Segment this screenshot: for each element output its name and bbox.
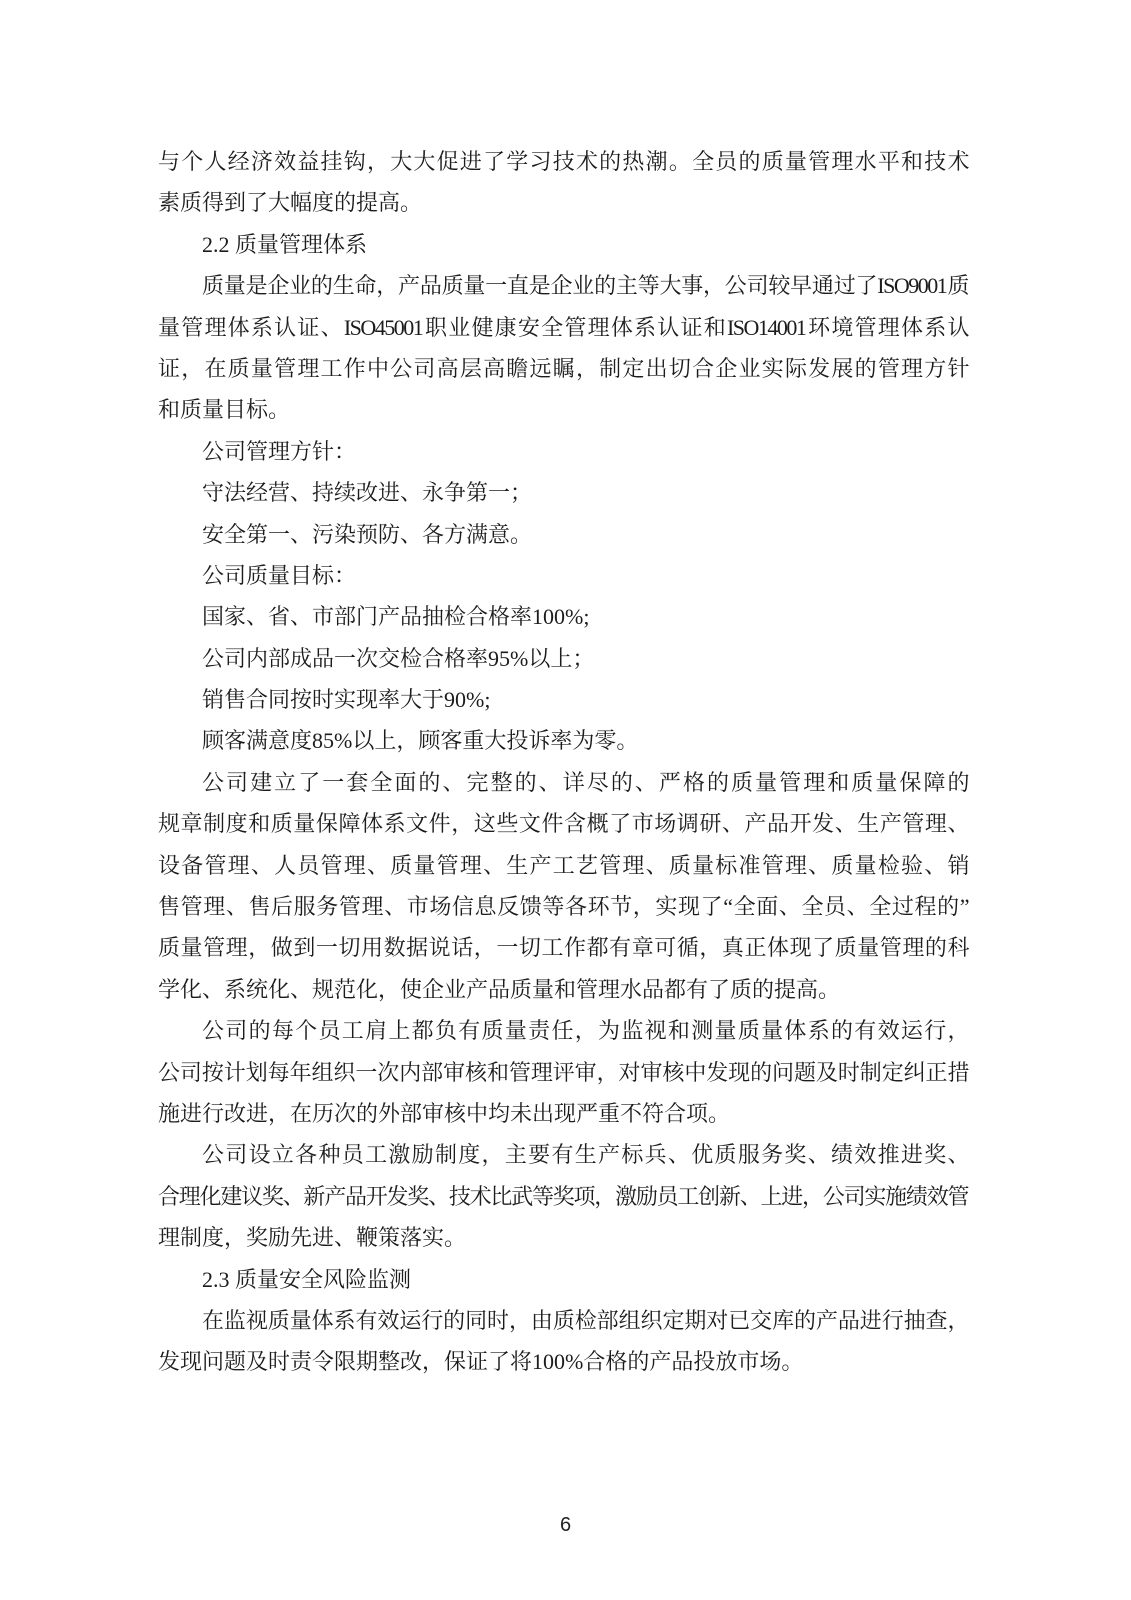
text-line: 素质得到了大幅度的提高。 — [158, 190, 423, 216]
text-line: 2.3 质量安全风险监测 — [202, 1266, 412, 1292]
text-line: 量管理体系认证、ISO45001职业健康安全管理体系认证和ISO14001环境管理体系认 — [158, 314, 968, 340]
text-line: 销售合同按时实现率大于90%; — [202, 687, 491, 713]
text-line: 证，在质量管理工作中公司高层高瞻远瞩，制定出切合企业实际发展的管理方针 — [158, 355, 968, 381]
text-line: 规章制度和质量保障体系文件，这些文件含概了市场调研、产品开发、生产管理、 — [158, 811, 968, 837]
text-line: 与个人经济效益挂钩，大大促进了学习技术的热潮。全员的质量管理水平和技术 — [158, 149, 968, 174]
text-line: 公司内部成品一次交检合格率95%以上； — [202, 645, 595, 671]
text-line: 公司按计划每年组织一次内部审核和管理评审，对审核中发现的问题及时制定纠正措 — [158, 1059, 968, 1085]
text-line: 质量管理，做到一切用数据说话，一切工作都有章可循，真正体现了质量管理的科 — [158, 935, 968, 961]
text-line: 施进行改进，在历次的外部审核中均未出现严重不符合项。 — [158, 1100, 731, 1126]
text-line: 安全第一、污染预防、各方满意。 — [202, 521, 533, 547]
text-line: 国家、省、市部门产品抽检合格率100%; — [202, 604, 590, 630]
text-line: 发现问题及时责令限期整改，保证了将100%合格的产品投放市场。 — [158, 1349, 804, 1375]
text-line: 设备管理、人员管理、质量管理、生产工艺管理、质量标准管理、质量检验、销 — [158, 852, 968, 878]
text-line: 和质量目标。 — [158, 397, 291, 423]
text-line: 售管理、售后服务管理、市场信息反馈等各环节，实现了“全面、全员、全过程的” — [158, 894, 968, 920]
text-line: 公司的每个员工肩上都负有质量责任，为监视和测量质量体系的有效运行， — [202, 1018, 968, 1044]
text-line: 质量是企业的生命，产品质量一直是企业的主等大事，公司较早通过了ISO9001质 — [202, 273, 968, 299]
text-line: 2.2 质量管理体系 — [202, 231, 368, 257]
text-line: 公司质量目标： — [202, 562, 357, 588]
text-body — [158, 141, 968, 1383]
text-line: 顾客满意度85%以上，顾客重大投诉率为零。 — [202, 728, 639, 754]
text-line: 在监视质量体系有效运行的同时，由质检部组织定期对已交库的产品进行抽查， — [202, 1307, 968, 1333]
footer-page-number: 6 — [559, 1514, 572, 1536]
text-line: 公司设立各种员工激励制度，主要有生产标兵、优质服务奖、绩效推进奖、 — [202, 1142, 968, 1168]
text-line: 公司管理方针： — [202, 438, 357, 464]
text-line: 理制度，奖励先进、鞭策落实。 — [158, 1225, 467, 1251]
text-line: 公司建立了一套全面的、完整的、详尽的、严格的质量管理和质量保障的 — [202, 769, 968, 795]
text-line: 学化、系统化、规范化，使企业产品质量和管理水品都有了质的提高。 — [158, 976, 841, 1002]
text-line: 合理化建议奖、新产品开发奖、技术比武等奖项，激励员工创新、上进，公司实施绩效管 — [158, 1183, 968, 1209]
text-line: 守法经营、持续改进、永争第一； — [202, 480, 533, 506]
